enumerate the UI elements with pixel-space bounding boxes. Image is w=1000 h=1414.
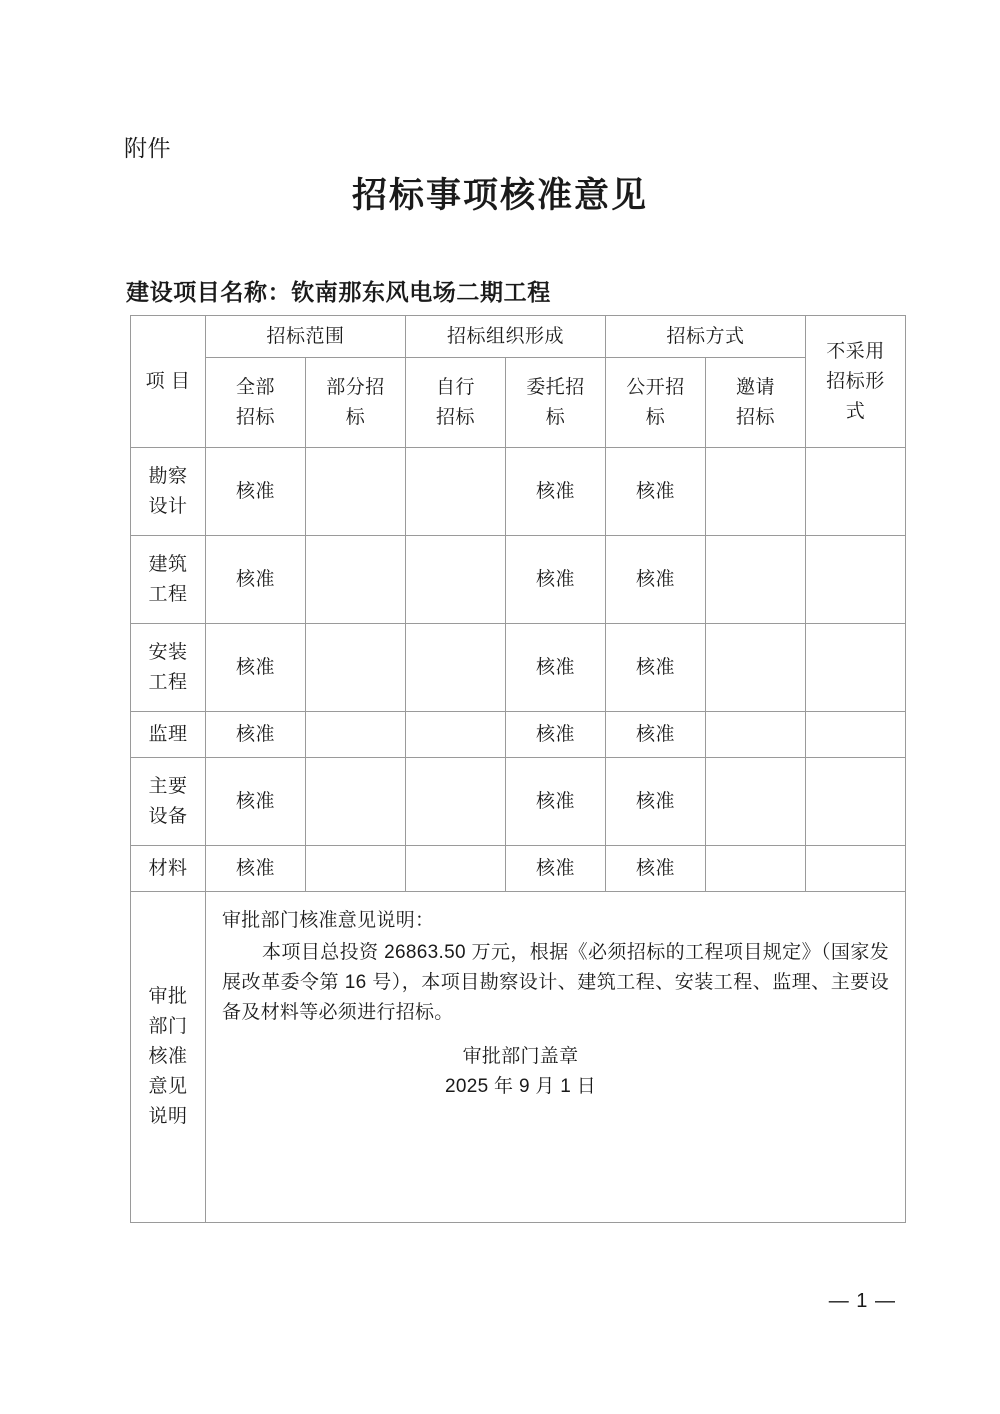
header-cell-method: 招标方式 bbox=[606, 316, 806, 358]
header-entrusted-tender-line-1: 委托招 bbox=[526, 376, 585, 398]
cell-entrusted-tender: 核准 bbox=[506, 846, 606, 892]
cell-self-tender bbox=[406, 448, 506, 536]
row-label-line: 勘察 bbox=[148, 465, 188, 487]
header-cell-scope: 招标范围 bbox=[206, 316, 406, 358]
header-cell-invited-tender bbox=[706, 358, 806, 448]
header-cell-partial-tender bbox=[306, 358, 406, 448]
cell-partial-tender bbox=[306, 536, 406, 624]
row-label-line: 设计 bbox=[148, 495, 188, 517]
cell-public-tender: 核准 bbox=[606, 624, 706, 712]
cell-invited-tender bbox=[706, 846, 806, 892]
cell-public-tender: 核准 bbox=[606, 846, 706, 892]
cell-full-tender: 核准 bbox=[206, 624, 306, 712]
table-row bbox=[131, 536, 906, 624]
header-invited-tender-line-1: 邀请 bbox=[736, 376, 776, 398]
cell-invited-tender bbox=[706, 536, 806, 624]
cell-full-tender: 核准 bbox=[206, 536, 306, 624]
header-cell-self-tender bbox=[406, 358, 506, 448]
row-label-line: 建筑 bbox=[148, 553, 188, 575]
row-label-line: 安装 bbox=[148, 641, 188, 663]
cell-not-used bbox=[806, 624, 906, 712]
page-title: 招标事项核准意见 bbox=[351, 176, 648, 215]
header-cell-full-tender bbox=[206, 358, 306, 448]
row-label-line: 监理 bbox=[148, 723, 188, 745]
tender-approval-table bbox=[130, 315, 906, 1223]
row-label-main-equipment bbox=[131, 758, 206, 846]
cell-entrusted-tender: 核准 bbox=[506, 712, 606, 758]
cell-invited-tender bbox=[706, 448, 806, 536]
cell-invited-tender bbox=[706, 712, 806, 758]
approval-note-paragraph: 本项目总投资 26863.50 万元，根据《必须招标的工程项目规定》（国家发展改革委令第 16 号），本项目勘察设计、建筑工程、安装工程、监理、主要设备及材料等必须进行招标。 bbox=[222, 942, 890, 1023]
approval-note-heading: 审批部门核准意见说明： bbox=[222, 910, 435, 931]
approval-note-label-line: 审批 bbox=[148, 986, 188, 1007]
cell-partial-tender bbox=[306, 712, 406, 758]
cell-invited-tender bbox=[706, 624, 806, 712]
approval-note-label-line: 核准 bbox=[148, 1046, 188, 1067]
row-label-line: 材料 bbox=[148, 857, 188, 879]
header-entrusted-tender-line-2: 标 bbox=[545, 406, 566, 428]
cell-full-tender: 核准 bbox=[206, 846, 306, 892]
cell-full-tender: 核准 bbox=[206, 448, 306, 536]
cell-self-tender bbox=[406, 624, 506, 712]
cell-full-tender: 核准 bbox=[206, 758, 306, 846]
table-row bbox=[131, 448, 906, 536]
approval-note-body bbox=[206, 892, 906, 1223]
header-not-used-line-1: 不采用 bbox=[826, 340, 885, 362]
approval-note-row bbox=[131, 892, 906, 1223]
header-full-tender-line-2: 招标 bbox=[235, 406, 275, 428]
header-public-tender-line-2: 标 bbox=[645, 406, 666, 428]
row-label-line: 设备 bbox=[148, 805, 188, 827]
header-partial-tender-line-1: 部分招 bbox=[326, 376, 385, 398]
header-cell-public-tender bbox=[606, 358, 706, 448]
approval-note-label-line: 意见 bbox=[148, 1076, 188, 1097]
header-self-tender-line-1: 自行 bbox=[436, 376, 476, 398]
approval-note-signature: 审批部门盖章 bbox=[462, 1046, 579, 1067]
row-label-materials bbox=[131, 846, 206, 892]
table-row bbox=[131, 712, 906, 758]
header-cell-item: 项 目 bbox=[131, 316, 206, 448]
row-label-survey-design bbox=[131, 448, 206, 536]
cell-not-used bbox=[806, 846, 906, 892]
cell-self-tender bbox=[406, 712, 506, 758]
header-not-used-line-3: 式 bbox=[845, 400, 866, 422]
header-self-tender-line-2: 招标 bbox=[436, 406, 476, 428]
cell-public-tender: 核准 bbox=[606, 536, 706, 624]
approval-note-label-line: 说明 bbox=[148, 1106, 188, 1127]
cell-public-tender: 核准 bbox=[606, 712, 706, 758]
table-row bbox=[131, 624, 906, 712]
table-row bbox=[131, 758, 906, 846]
header-cell-entrusted-tender bbox=[506, 358, 606, 448]
table-row bbox=[131, 846, 906, 892]
cell-entrusted-tender: 核准 bbox=[506, 624, 606, 712]
cell-invited-tender bbox=[706, 758, 806, 846]
row-label-supervision bbox=[131, 712, 206, 758]
header-not-used-line-2: 招标形 bbox=[826, 370, 885, 392]
table-header-sub-row bbox=[131, 358, 906, 448]
cell-partial-tender bbox=[306, 758, 406, 846]
row-label-line: 主要 bbox=[148, 775, 188, 797]
header-cell-not-used bbox=[806, 316, 906, 448]
cell-public-tender: 核准 bbox=[606, 758, 706, 846]
cell-partial-tender bbox=[306, 846, 406, 892]
table-header-group-row bbox=[131, 316, 906, 358]
cell-entrusted-tender: 核准 bbox=[506, 536, 606, 624]
cell-partial-tender bbox=[306, 624, 406, 712]
cell-self-tender bbox=[406, 758, 506, 846]
project-name-line: 建设项目名称：钦南那东风电场二期工程 bbox=[126, 279, 551, 305]
row-label-line: 工程 bbox=[148, 671, 188, 693]
approval-note-label-line: 部门 bbox=[148, 1016, 188, 1037]
cell-entrusted-tender: 核准 bbox=[506, 758, 606, 846]
page-number-footer: — 1 — bbox=[828, 1290, 896, 1312]
header-invited-tender-line-2: 招标 bbox=[736, 406, 776, 428]
cell-entrusted-tender: 核准 bbox=[506, 448, 606, 536]
cell-public-tender: 核准 bbox=[606, 448, 706, 536]
cell-not-used bbox=[806, 712, 906, 758]
cell-not-used bbox=[806, 448, 906, 536]
row-label-construction-works bbox=[131, 536, 206, 624]
cell-not-used bbox=[806, 536, 906, 624]
cell-self-tender bbox=[406, 846, 506, 892]
header-cell-organization: 招标组织形成 bbox=[406, 316, 606, 358]
header-partial-tender-line-2: 标 bbox=[345, 406, 366, 428]
cell-full-tender: 核准 bbox=[206, 712, 306, 758]
attachment-label: 附件 bbox=[124, 135, 171, 161]
cell-partial-tender bbox=[306, 448, 406, 536]
approval-note-label bbox=[131, 892, 206, 1223]
row-label-line: 工程 bbox=[148, 583, 188, 605]
cell-not-used bbox=[806, 758, 906, 846]
row-label-installation-works bbox=[131, 624, 206, 712]
header-public-tender-line-1: 公开招 bbox=[626, 376, 685, 398]
cell-self-tender bbox=[406, 536, 506, 624]
header-full-tender-line-1: 全部 bbox=[235, 376, 275, 398]
approval-note-date: 2025 年 9 月 1 日 bbox=[445, 1076, 597, 1097]
